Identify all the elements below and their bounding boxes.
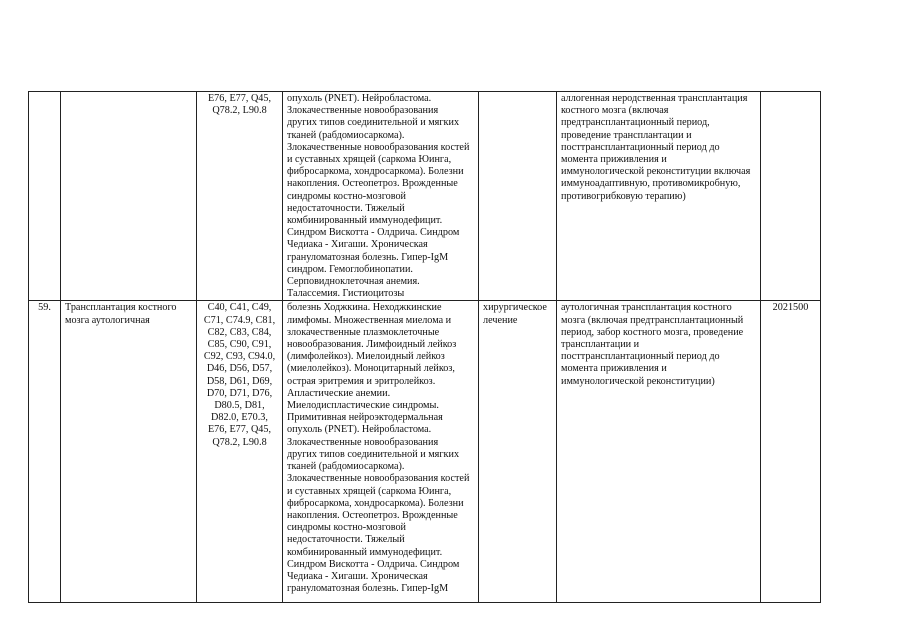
procedure-name-cell bbox=[61, 92, 197, 301]
cell-text-line: Q78.2, L90.8 bbox=[212, 436, 267, 448]
cell-text-line: мозга аутологичная bbox=[65, 314, 150, 326]
row-number-cell bbox=[29, 301, 61, 603]
table-row bbox=[29, 92, 821, 301]
cell-text-line: Примитивная нейроэктодермальная bbox=[287, 412, 443, 424]
cell-text-line: комбинированный иммунодефицит. bbox=[287, 215, 443, 227]
cell-text-line: и суставных хрящей (саркома Юинга, bbox=[287, 485, 452, 497]
cell-text-line: Миелодиспластические синдромы. bbox=[287, 400, 439, 412]
cell-text-line: момента приживления и bbox=[561, 154, 667, 166]
cell-text-line: C71, C74.9, C81, bbox=[203, 314, 276, 326]
cell-text-line: синдром. Гемоглобинопатии. bbox=[287, 263, 413, 275]
cell-text-line: Апластические анемии. bbox=[287, 387, 391, 399]
cell-text-line: иммуноадаптивную, противомикробную, bbox=[561, 178, 741, 190]
cell-text-line: опухоль (PNET). Нейробластома. bbox=[287, 424, 432, 436]
procedures-table bbox=[28, 91, 821, 603]
cell-text-line: острая эритремия и эритролейкоз. bbox=[287, 375, 436, 387]
cell-text-line: иммунологической реконституции) bbox=[561, 375, 715, 387]
cell-text-line: недостаточности. Тяжелый bbox=[287, 534, 405, 546]
cell-text-line: других типов соединительной и мягких bbox=[287, 117, 460, 129]
cell-text-line: иммунологической реконституции включая bbox=[561, 166, 751, 178]
cell-text-line: хирургическое bbox=[483, 302, 547, 314]
cell-text-line: (миелолейкоз). Моноцитарный лейкоз, bbox=[287, 363, 455, 375]
cell-text-line: мозга (включая предтрансплантационный bbox=[561, 314, 744, 326]
cell-text-line: лимфомы. Множественная миелома и bbox=[287, 314, 452, 326]
cell-text-line: D58, D61, D69, bbox=[206, 375, 273, 387]
cell-text-line: грануломатозная болезнь. Гипер-IgM bbox=[287, 583, 449, 595]
treatment-method-cell bbox=[557, 92, 761, 301]
cell-text-line: лечение bbox=[483, 314, 518, 326]
cell-text-line: Талассемия. Гистиоцитозы bbox=[287, 288, 405, 300]
cell-text-line: C92, C93, C94.0, bbox=[203, 351, 276, 363]
cell-text-line: C40, C41, C49, bbox=[207, 302, 272, 314]
cost-cell bbox=[761, 301, 821, 603]
cell-text-line: синдромы костно-мозговой bbox=[287, 190, 407, 202]
cell-text-line: Трансплантация костного bbox=[65, 302, 177, 314]
cell-text-line: проведение трансплантации и bbox=[561, 129, 692, 141]
cell-text-line: D70, D71, D76, bbox=[206, 387, 273, 399]
cell-text-line: посттрансплантационный период до bbox=[561, 141, 720, 153]
conditions-cell bbox=[283, 301, 479, 603]
cell-text-line: C85, C90, C91, bbox=[207, 339, 272, 351]
conditions-cell bbox=[283, 92, 479, 301]
cell-text-line: трансплантации и bbox=[561, 339, 640, 351]
row-number-cell bbox=[29, 92, 61, 301]
cell-text-line: Синдром Вискотта - Олдрича. Синдром bbox=[287, 227, 460, 239]
cell-text: 59. bbox=[38, 302, 51, 314]
cell-text-line: тканей (рабдомиосаркома). bbox=[287, 461, 405, 473]
icd-codes-cell bbox=[197, 92, 283, 301]
treatment-type-cell bbox=[479, 301, 557, 603]
cell-text-line: Q78.2, L90.8 bbox=[212, 105, 267, 117]
cell-text-line: E76, E77, Q45, bbox=[207, 93, 272, 104]
cell-text-line: накопления. Остеопетроз. Врожденные bbox=[287, 178, 458, 190]
cell-text-line: Злокачественные новообразования костей bbox=[287, 141, 470, 153]
cell-text-line: D46, D56, D57, bbox=[206, 363, 273, 375]
cell-text-line: противогрибковую терапию) bbox=[561, 190, 686, 202]
cell-text-line: момента приживления и bbox=[561, 363, 667, 375]
cell-text-line: злокачественные плазмоклеточные bbox=[287, 326, 440, 338]
cell-text-line: фибросаркома, хондросаркома). Болезни bbox=[287, 497, 464, 509]
cell-text-line: аллогенная неродственная трансплантация bbox=[561, 93, 748, 104]
cell-text-line: Злокачественные новообразования bbox=[287, 105, 439, 117]
icd-codes-cell bbox=[197, 301, 283, 603]
cell-text-line: грануломатозная болезнь. Гипер-IgM bbox=[287, 251, 449, 263]
table-row bbox=[29, 301, 821, 603]
cell-text: 2021500 bbox=[772, 302, 809, 314]
cell-text-line: D80.5, D81, bbox=[214, 400, 265, 412]
cost-cell bbox=[761, 92, 821, 301]
cell-text-line: накопления. Остеопетроз. Врожденные bbox=[287, 509, 458, 521]
procedure-name-cell bbox=[61, 301, 197, 603]
cell-text-line: фибросаркома, хондросаркома). Болезни bbox=[287, 166, 464, 178]
cell-text-line: Злокачественные новообразования костей bbox=[287, 473, 470, 485]
cell-text-line: Серповидноклеточная анемия. bbox=[287, 276, 420, 288]
cell-text-line: посттрансплантационный период до bbox=[561, 351, 720, 363]
treatment-method-cell bbox=[557, 301, 761, 603]
cell-text-line: и суставных хрящей (саркома Юинга, bbox=[287, 154, 452, 166]
cell-text-line: период, забор костного мозга, проведение bbox=[561, 326, 744, 338]
cell-text-line: Чедиака - Хигаши. Хроническая bbox=[287, 570, 428, 582]
cell-text-line: D82.0, E70.3, bbox=[211, 412, 268, 424]
cell-text-line: (лимфолейкоз). Миелоидный лейкоз bbox=[287, 351, 445, 363]
cell-text-line: новообразования. Лимфоидный лейкоз bbox=[287, 339, 457, 351]
cell-text-line: комбинированный иммунодефицит. bbox=[287, 546, 443, 558]
cell-text-line: аутологичная трансплантация костного bbox=[561, 302, 732, 314]
cell-text-line: E76, E77, Q45, bbox=[207, 424, 272, 436]
cell-text-line: опухоль (PNET). Нейробластома. bbox=[287, 93, 432, 104]
cell-text-line: Чедиака - Хигаши. Хроническая bbox=[287, 239, 428, 251]
cell-text-line: недостаточности. Тяжелый bbox=[287, 202, 405, 214]
cell-text-line: тканей (рабдомиосаркома). bbox=[287, 129, 405, 141]
cell-text-line: синдромы костно-мозговой bbox=[287, 522, 407, 534]
treatment-type-cell bbox=[479, 92, 557, 301]
cell-text-line: болезнь Ходжкина. Неходжкинские bbox=[287, 302, 442, 314]
cell-text-line: Злокачественные новообразования bbox=[287, 436, 439, 448]
cell-text-line: C82, C83, C84, bbox=[207, 326, 272, 338]
cell-text-line: других типов соединительной и мягких bbox=[287, 448, 460, 460]
cell-text-line: предтрансплантационный период, bbox=[561, 117, 710, 129]
cell-text-line: Синдром Вискотта - Олдрича. Синдром bbox=[287, 558, 460, 570]
cell-text-line: костного мозга (включая bbox=[561, 105, 669, 117]
